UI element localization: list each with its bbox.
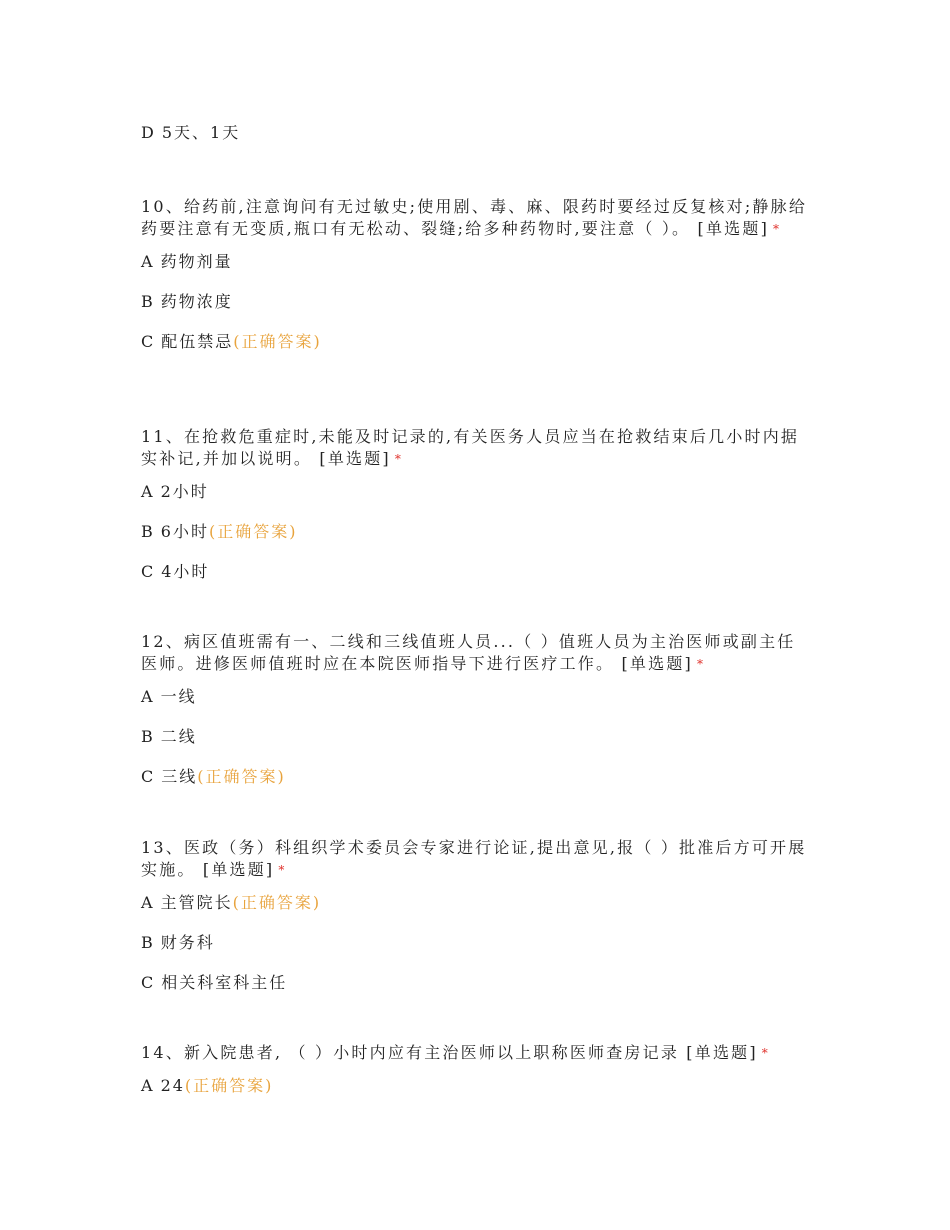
option-d-previous-question <box>141 122 240 144</box>
option-text: 相关科室科主任 <box>161 973 288 992</box>
option-a[interactable] <box>141 251 811 273</box>
option-text: 药物剂量 <box>160 252 233 271</box>
option-text: 配伍禁忌 <box>161 332 234 351</box>
question-text <box>141 196 811 240</box>
option-letter: A <box>141 252 155 271</box>
question-14 <box>141 1042 811 1097</box>
correct-answer-mark: (正确答案) <box>208 522 298 541</box>
option-text: 2小时 <box>160 482 209 501</box>
required-asterisk: * <box>278 863 287 877</box>
option-a[interactable] <box>141 892 811 914</box>
question-stem: 10、给药前,注意询问有无过敏史;使用剧、毒、麻、限药时要经过反复核对;静脉给药要注意有无变质,瓶口有无松动、裂缝;给多种药物时,要注意（ ）。 [单选题] <box>141 197 808 238</box>
option-text: 24 <box>160 1076 185 1095</box>
option-text: 一线 <box>160 687 197 706</box>
option-c[interactable] <box>141 331 811 353</box>
option-text: 财务科 <box>160 933 215 952</box>
option-text: 三线 <box>161 767 198 786</box>
option-letter: A <box>141 482 155 501</box>
required-asterisk: * <box>696 657 706 671</box>
option-letter: C <box>141 973 156 992</box>
required-asterisk: * <box>761 1046 770 1060</box>
option-letter: C <box>141 332 156 351</box>
required-asterisk: * <box>394 452 404 466</box>
option-letter: B <box>141 727 155 746</box>
question-text <box>141 426 811 470</box>
option-a[interactable] <box>141 481 811 503</box>
question-text <box>141 837 811 881</box>
option-text: 药物浓度 <box>160 292 233 311</box>
option-letter: A <box>141 893 155 912</box>
option-text: 主管院长 <box>160 893 233 912</box>
correct-answer-mark: (正确答案) <box>184 1076 274 1095</box>
question-stem: 12、病区值班需有一、二线和三线值班人员...（ ）值班人员为主治医师或副主任医师。进修医师值班时应在本院医师指导下进行医疗工作。 [单选题] <box>141 632 796 673</box>
question-stem: 11、在抢救危重症时,未能及时记录的,有关医务人员应当在抢救结束后几小时内据实补记,并加以说明。 [单选题] <box>141 427 800 468</box>
option-letter: A <box>141 687 155 706</box>
question-text <box>141 1042 811 1064</box>
option-letter: A <box>141 1076 155 1095</box>
option-letter: B <box>141 933 155 952</box>
option-text: 6小时 <box>160 522 209 541</box>
question-text <box>141 631 811 675</box>
option-c[interactable] <box>141 972 811 994</box>
correct-answer-mark: (正确答案) <box>232 893 322 912</box>
option-letter: D <box>141 123 156 142</box>
option-c[interactable] <box>141 766 811 788</box>
option-text: 二线 <box>160 727 197 746</box>
option-letter: B <box>141 522 155 541</box>
option-a[interactable] <box>141 686 811 708</box>
option-b[interactable] <box>141 291 811 313</box>
option-a[interactable] <box>141 1075 811 1097</box>
question-10 <box>141 196 811 353</box>
question-11 <box>141 426 811 583</box>
option-c[interactable] <box>141 561 811 583</box>
question-13 <box>141 837 811 994</box>
option-text: 5天、1天 <box>161 123 241 142</box>
option-b[interactable] <box>141 932 811 954</box>
option-text: 4小时 <box>161 562 210 581</box>
question-12 <box>141 631 811 788</box>
option-b[interactable] <box>141 726 811 748</box>
option-letter: B <box>141 292 155 311</box>
correct-answer-mark: (正确答案) <box>197 767 286 786</box>
option-letter: C <box>141 767 156 786</box>
required-asterisk: * <box>773 222 782 236</box>
correct-answer-mark: (正确答案) <box>233 332 322 351</box>
option-letter: C <box>141 562 156 581</box>
option-b[interactable] <box>141 521 811 543</box>
question-stem: 13、医政（务）科组织学术委员会专家进行论证,提出意见,报（ ）批准后方可开展实施。 [单选题] <box>141 838 807 879</box>
question-stem: 14、新入院患者, （ ）小时内应有主治医师以上职称医师查房记录 [单选题] <box>141 1043 758 1062</box>
